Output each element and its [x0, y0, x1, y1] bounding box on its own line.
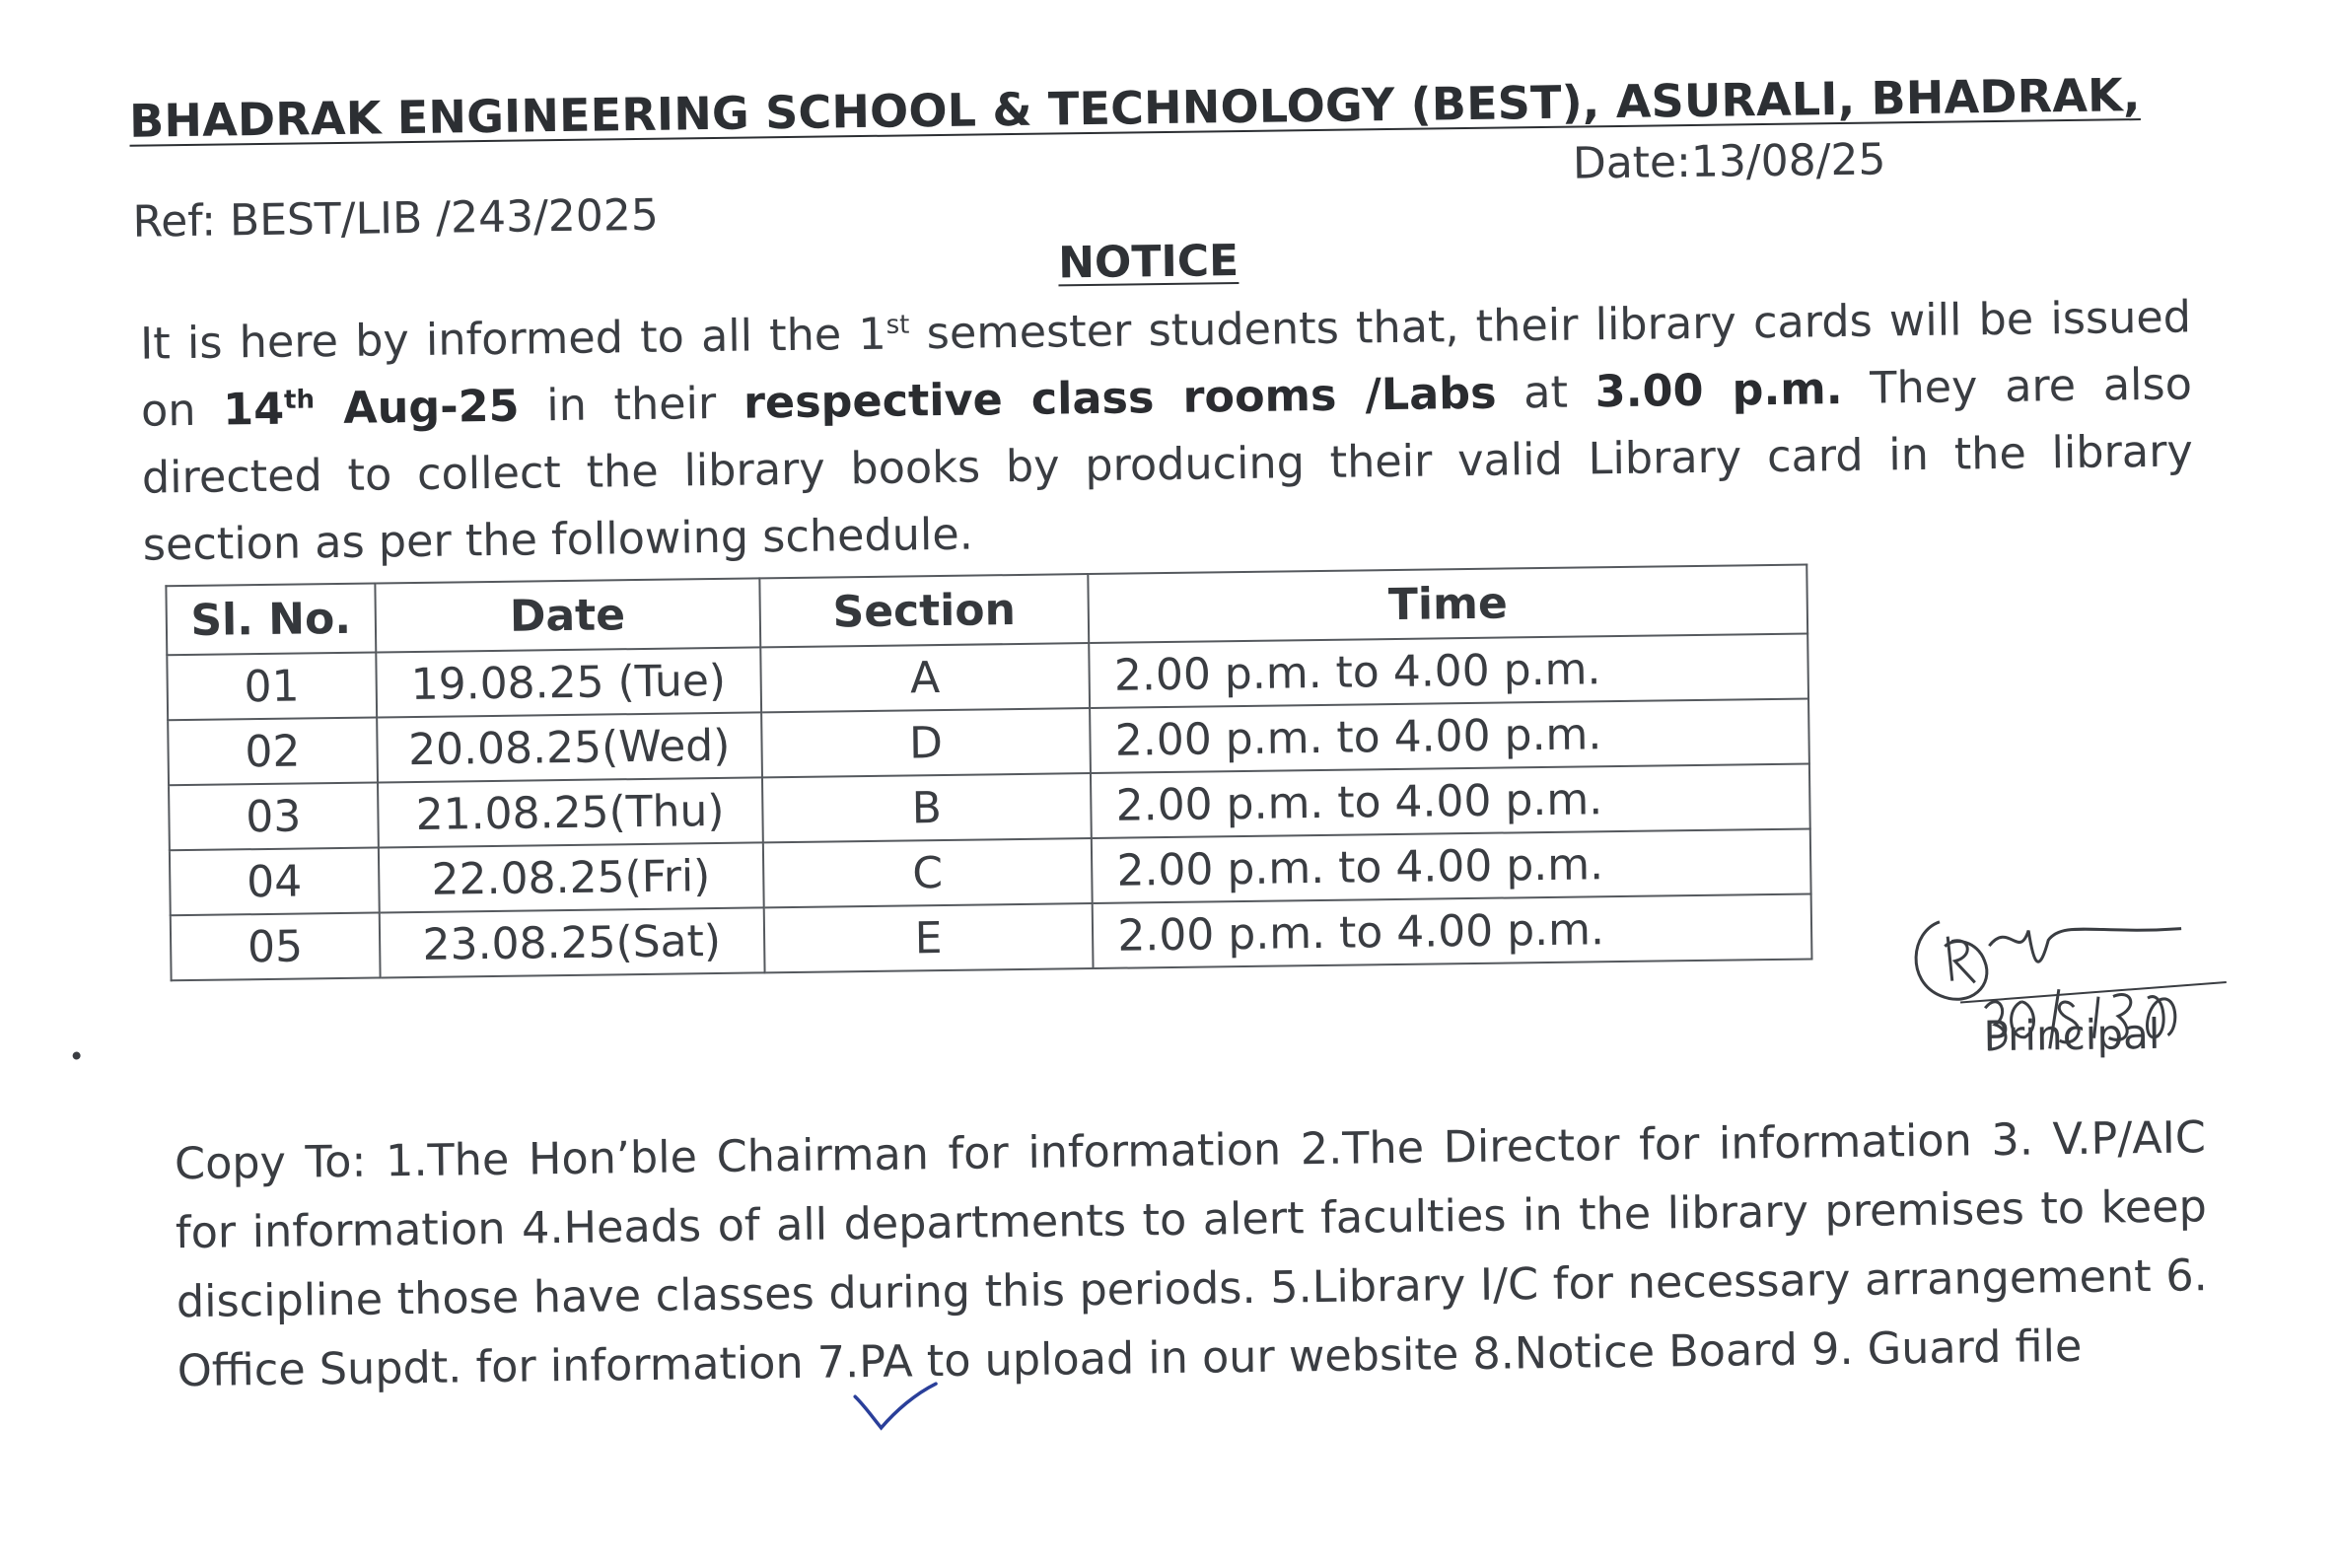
superscript-th: th — [283, 385, 316, 415]
superscript-st: st — [885, 310, 910, 340]
cell-date: 19.08.25 (Tue) — [376, 647, 761, 717]
cell-sl-no: 04 — [170, 847, 380, 915]
cell-date: 21.08.25(Thu) — [378, 777, 763, 847]
body-text-2: semester students that, their library cards will be issued on — [140, 292, 2192, 437]
notice-body — [140, 284, 2194, 579]
body-text-3: in their — [519, 378, 744, 432]
stray-ink-dot — [73, 1051, 81, 1059]
cell-time: 2.00 p.m. to 4.00 p.m. — [1091, 763, 1810, 838]
cell-sl-no: 01 — [167, 653, 377, 721]
cell-section: D — [761, 708, 1092, 777]
cell-date: 22.08.25(Fri) — [379, 842, 764, 912]
header-date: Date — [375, 578, 760, 652]
header-section: Section — [759, 574, 1090, 647]
institution-header: BHADRAK ENGINEERING SCHOOL & TECHNOLOGY (BEST), ASURALI, BHADRAK, — [128, 68, 2141, 148]
cell-section: A — [760, 643, 1091, 712]
header-time: Time — [1089, 565, 1808, 644]
cell-date: 23.08.25(Sat) — [379, 907, 764, 977]
cell-time: 2.00 p.m. to 4.00 p.m. — [1090, 698, 1809, 773]
schedule-table — [165, 563, 1812, 981]
body-text-1: It is here by informed to all the 1 — [139, 309, 887, 370]
pen-tick-mark — [851, 1376, 941, 1436]
cell-sl-no: 02 — [168, 718, 378, 786]
issue-day: 14 — [222, 384, 285, 436]
cell-section: C — [762, 838, 1093, 907]
cell-time: 2.00 p.m. to 4.00 p.m. — [1092, 828, 1811, 903]
header-sl-no: Sl. No. — [166, 584, 376, 656]
cell-section: B — [762, 773, 1093, 842]
cell-time: 2.00 p.m. to 4.00 p.m. — [1093, 893, 1812, 968]
cell-date: 20.08.25(Wed) — [377, 712, 762, 782]
cell-sl-no: 05 — [171, 912, 381, 980]
body-text-4: at — [1496, 367, 1596, 419]
cell-time: 2.00 p.m. to 4.00 p.m. — [1089, 634, 1808, 709]
issue-time: 3.00 p.m. — [1594, 364, 1843, 418]
body-text-5: They are also directed to collect the library books by producing their valid Library card in the library section as per the following schedule. — [141, 359, 2194, 571]
cell-section: E — [763, 903, 1094, 972]
principal-title: Principal — [1983, 1009, 2160, 1061]
cell-sl-no: 03 — [169, 783, 379, 851]
reference-number: Ref: BEST/LIB /243/2025 — [132, 189, 660, 248]
issue-place: respective class rooms /Labs — [743, 368, 1497, 429]
issue-month: Aug-25 — [314, 381, 520, 435]
notice-date: Date:13/08/25 — [1572, 134, 1886, 189]
copy-to-list: Copy To: 1.The Hon’ble Chairman for information 2.The Director for information 3. V.P/AIC for information 4.Heads of all departments to alert faculties in the library premises to keep discipline those have classes during this periods. 5.Library I/C for necessary arrangement 6. Office Supdt. for information 7.PA to upload in our website 8.Notice Board 9. Guard file — [174, 1112, 2209, 1397]
notice-title: NOTICE — [1057, 236, 1239, 289]
